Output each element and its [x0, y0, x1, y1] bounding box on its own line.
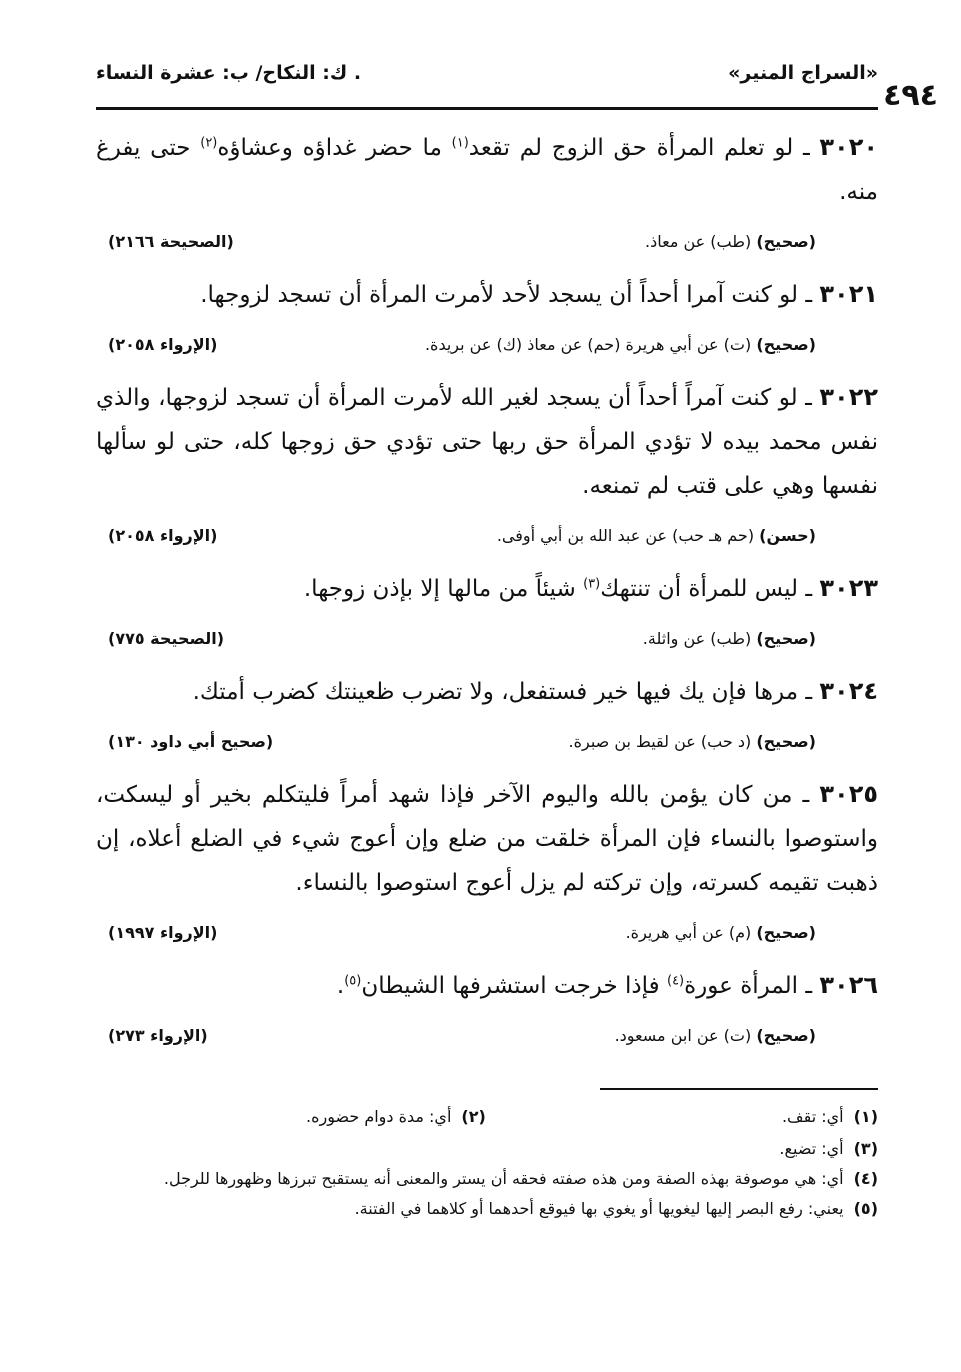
hadith-3022	[96, 375, 878, 560]
chapter-label: . ك: النكاح/ ب: عشرة النساء	[96, 62, 362, 84]
source	[645, 232, 816, 251]
hadith-number: ٣٠٢٠	[819, 133, 878, 161]
hadith-text: ٣٠٢٣ ـ ليس للمرأة أن تنتهك$^{(٣)}$ شيئاً من مالها إلا بإذن زوجها.	[303, 574, 878, 602]
narrators: (ت) عن أبي هريرة (حم) عن معاذ (ك) عن بريدة.	[424, 335, 752, 354]
footnote-5	[96, 1194, 878, 1224]
hadith-number: ٣٠٢٥	[819, 780, 878, 808]
source	[425, 335, 816, 354]
footnote-text: يعني: رفع البصر إليها ليغويها أو يغوي بها فيوقع أحدهما أو كلاهما في الفتنة.	[354, 1199, 844, 1218]
hadith-3020	[96, 125, 878, 266]
reference: (الإرواء ٢٠٥٨)	[108, 526, 218, 545]
footnote-ref: (٥)	[344, 973, 362, 989]
reference: (الإرواء ٢٧٣)	[108, 1026, 208, 1045]
footnote-2	[306, 1102, 486, 1132]
footnote-row	[96, 1102, 878, 1134]
hadith-list	[96, 125, 878, 1066]
hadith-number: ٣٠٢٣	[819, 574, 878, 602]
footnote-3	[96, 1134, 878, 1164]
narrators: (م) عن أبي هريرة.	[625, 923, 752, 942]
footnote-text: أي: تضيع.	[779, 1139, 844, 1158]
source	[643, 629, 816, 648]
narrators: (ت) عن ابن مسعود.	[614, 1026, 752, 1045]
hadith-number: ٣٠٢٤	[819, 677, 878, 705]
header-divider	[96, 107, 878, 110]
hadith-text-segment: .	[336, 973, 345, 999]
reference: (الإرواء ١٩٩٧)	[108, 923, 218, 942]
source-row	[96, 1020, 878, 1060]
hadith-text: ٣٠٢٦ ـ المرأة عورة$^{(٤)}$ فإذا خرجت استشرفها الشيطان$^{(٥)}$.	[336, 971, 878, 999]
reference: (الإرواء ٢٠٥٨)	[108, 335, 218, 354]
hadith-number: ٣٠٢٦	[819, 971, 878, 999]
source-row	[96, 329, 878, 369]
footnote-divider	[600, 1088, 878, 1090]
grade: (صحيح)	[756, 1026, 816, 1045]
source-row	[96, 917, 878, 957]
hadith-3024	[96, 669, 878, 766]
reference: (صحيح أبي داود ١٣٠)	[108, 732, 274, 751]
hadith-text-segment: لو كنت آمرا أحداً أن يسجد لأحد لأمرت المرأة أن تسجد لزوجها.	[200, 282, 799, 308]
reference: (الصحيحة ٢١٦٦)	[108, 232, 234, 251]
narrators: (د حب) عن لقيط بن صبرة.	[568, 732, 752, 751]
source	[626, 923, 816, 942]
footnote-marker: (٣)	[853, 1139, 878, 1158]
hadith-number: ٣٠٢١	[819, 280, 878, 308]
footnotes	[96, 1102, 878, 1224]
hadith-text-segment: حتى يفرغ منه.	[96, 135, 878, 205]
grade: (صحيح)	[756, 335, 816, 354]
hadith-text-segment: مرها فإن يك فيها خير فستفعل، ولا تضرب ظعينتك كضرب أمتك.	[192, 679, 799, 705]
footnote-marker: (٤)	[853, 1169, 878, 1188]
source-row	[96, 726, 878, 766]
hadith-text-segment: من كان يؤمن بالله واليوم الآخر فإذا شهد أمراً فليتكلم بخير أو ليسكت، واستوصوا بالنساء فإن المرأة خلقت من ضلع وإن أعوج شيء في الضلع أعلاه، إن ذهبت تقيمه كسرته، وإن تركته لم يزل أعوج استوصوا بالنساء.	[96, 782, 878, 896]
hadith-text-segment: ما حضر غداؤه وعشاؤه	[217, 135, 452, 161]
footnote-text: أي: تقف.	[781, 1107, 844, 1126]
source-row	[96, 520, 878, 560]
source	[615, 1026, 816, 1045]
hadith-text: ٣٠٢٤ ـ مرها فإن يك فيها خير فستفعل، ولا تضرب ظعينتك كضرب أمتك.	[192, 677, 878, 705]
hadith-text-segment: لو كنت آمراً أحداً أن يسجد لغير الله لأمرت المرأة أن تسجد لزوجها، والذي نفس محمد بيده لا تؤدي المرأة حق ربها حتى تؤدي حق زوجها كله، حتى لو سألها نفسها وهي على قتب لم تمنعه.	[96, 385, 878, 499]
hadith-text: ٣٠٢٢ ـ لو كنت آمراً أحداً أن يسجد لغير الله لأمرت المرأة أن تسجد لزوجها، والذي نفس محمد بيده لا تؤدي المرأة حق ربها حتى تؤدي حق زوجها كله، حتى لو سألها نفسها وهي على قتب لم تمنعه.	[96, 383, 878, 499]
hadith-3021	[96, 272, 878, 369]
hadith-text: ٣٠٢٥ ـ من كان يؤمن بالله واليوم الآخر فإذا شهد أمراً فليتكلم بخير أو ليسكت، واستوصوا بالنساء فإن المرأة خلقت من ضلع وإن أعوج شيء في الضلع أعلاه، إن ذهبت تقيمه كسرته، وإن تركته لم يزل أعوج استوصوا بالنساء.	[96, 780, 878, 896]
footnote-4	[96, 1164, 878, 1194]
hadith-text-segment: المرأة عورة	[684, 973, 799, 999]
footnote-marker: (٥)	[853, 1199, 878, 1218]
footnote-text: أي: هي موصوفة بهذه الصفة ومن هذه صفته فحقه أن يستر والمعنى أنه يستقبح تبرزها وظهورها للرجل.	[163, 1169, 844, 1188]
footnote-ref: (٣)	[583, 576, 601, 592]
source-row	[96, 226, 878, 266]
source	[569, 732, 816, 751]
footnote-1	[782, 1102, 878, 1132]
footnote-marker: (٢)	[461, 1107, 486, 1126]
page-header	[96, 62, 938, 113]
hadith-text: ٣٠٢٠ ـ لو تعلم المرأة حق الزوج لم تقعد$^{(١)}$ ما حضر غداؤه وعشاؤه$^{(٢)}$ حتى يفرغ منه.	[96, 133, 878, 205]
grade: (صحيح)	[756, 629, 816, 648]
hadith-number: ٣٠٢٢	[819, 383, 878, 411]
hadith-text-segment: شيئاً من مالها إلا بإذن زوجها.	[303, 576, 584, 602]
hadith-3025	[96, 772, 878, 957]
hadith-text: ٣٠٢١ ـ لو كنت آمرا أحداً أن يسجد لأحد لأمرت المرأة أن تسجد لزوجها.	[200, 280, 878, 308]
hadith-3026	[96, 963, 878, 1060]
grade: (صحيح)	[756, 923, 816, 942]
grade: (صحيح)	[756, 732, 816, 751]
hadith-text-segment: لو تعلم المرأة حق الزوج لم تقعد	[468, 135, 794, 161]
footnote-text: أي: مدة دوام حضوره.	[306, 1107, 452, 1126]
footnote-marker: (١)	[853, 1107, 878, 1126]
source-row	[96, 623, 878, 663]
hadith-3023	[96, 566, 878, 663]
narrators: (حم هـ حب) عن عبد الله بن أبي أوفى.	[496, 526, 755, 545]
grade: (حسن)	[759, 526, 816, 545]
hadith-text-segment: ليس للمرأة أن تنتهك	[600, 576, 799, 602]
page-number: ٤٩٤	[883, 78, 938, 113]
reference: (الصحيحة ٧٧٥)	[108, 629, 225, 648]
footnote-ref: (٢)	[200, 135, 218, 151]
narrators: (طب) عن معاذ.	[645, 232, 752, 251]
hadith-text-segment: فإذا خرجت استشرفها الشيطان	[361, 973, 667, 999]
book-title: «السراج المنير»	[728, 62, 878, 84]
narrators: (طب) عن واثلة.	[642, 629, 752, 648]
footnote-ref: (١)	[451, 135, 469, 151]
grade: (صحيح)	[756, 232, 816, 251]
footnote-ref: (٤)	[666, 973, 685, 989]
source	[497, 526, 816, 545]
